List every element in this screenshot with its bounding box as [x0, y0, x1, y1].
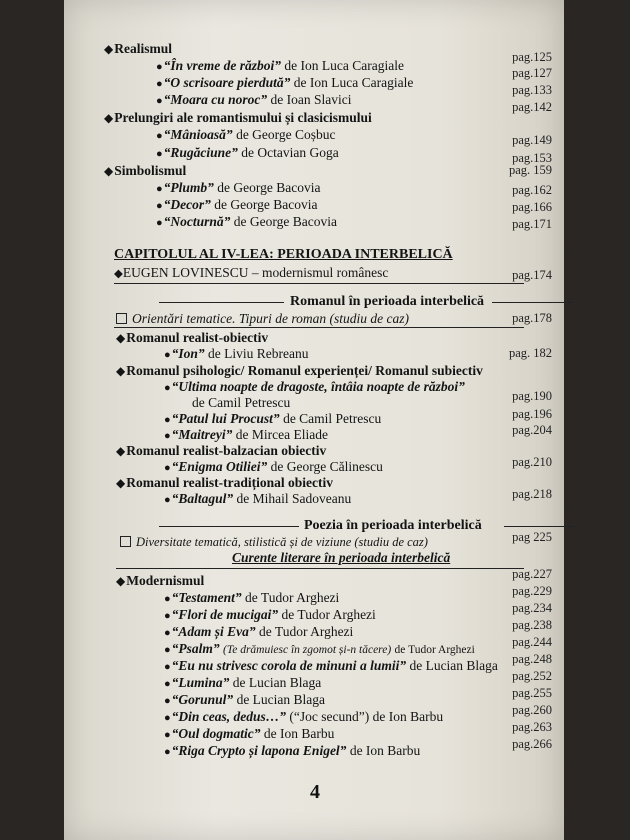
toc-entry: ●“Psalm” (Te drămuiesc în zgomot și-n tăcere) de Tudor Arghezi pag.244	[164, 635, 552, 656]
dot-bullet-icon: ●	[164, 695, 171, 707]
dot-bullet-icon: ●	[164, 430, 171, 442]
toc-entry: ●“Flori de mucigai” de Tudor Arghezi pag.234	[164, 601, 552, 622]
toc-entry: ●“Enigma Otiliei” de George Călinescu pag.210	[164, 455, 552, 474]
diamond-bullet-icon: ◆	[104, 111, 114, 125]
dot-bullet-icon: ●	[164, 661, 171, 673]
toc-entry: ●“Decor” de George Bacovia pag.166	[156, 197, 552, 214]
diamond-bullet-icon: ◆	[116, 444, 126, 458]
diamond-bullet-icon: ◆	[104, 164, 114, 178]
dot-bullet-icon: ●	[156, 200, 163, 212]
dot-bullet-icon: ●	[164, 494, 171, 506]
dot-bullet-icon: ●	[156, 148, 163, 160]
divider	[116, 568, 524, 569]
toc-entry: ●“Baltagul” de Mihail Sadoveanu pag.218	[164, 487, 552, 506]
toc-entry: ●“Ion” de Liviu Rebreanu pag. 182	[164, 346, 552, 361]
toc-entry: ●“Rugăciune” de Octavian Goga pag.153	[156, 145, 552, 165]
dot-bullet-icon: ●	[164, 729, 171, 741]
dot-bullet-icon: ●	[164, 349, 171, 361]
rule-left	[159, 302, 284, 303]
dot-bullet-icon: ●	[156, 61, 163, 73]
dot-bullet-icon: ●	[164, 746, 171, 758]
heading-realism: ◆Realismul pag.125	[104, 41, 552, 64]
dot-bullet-icon: ●	[164, 712, 171, 724]
toc-entry: ●“Lumina” de Lucian Blaga pag.252	[164, 669, 552, 690]
toc-entry-lovinescu: ◆EUGEN LOVINESCU – modernismul românesc pag.174	[114, 265, 552, 282]
dot-bullet-icon: ●	[164, 678, 171, 690]
section-roman: Romanul în perioada interbelică	[64, 293, 564, 310]
heading-traditional: ◆Romanul realist-tradițional obiectiv	[116, 475, 333, 490]
toc-entry: ●“Moara cu noroc” de Ioan Slavici pag.142	[156, 92, 552, 114]
dot-bullet-icon: ●	[164, 593, 171, 605]
heading-simbolism: ◆Simbolismul pag. 159	[104, 163, 552, 178]
dot-bullet-icon: ●	[156, 217, 163, 229]
diamond-bullet-icon: ◆	[116, 574, 126, 588]
toc-entry: ●“Testament” de Tudor Arghezi pag.229	[164, 584, 552, 605]
page-number: 4	[310, 781, 320, 803]
chapter-title: CAPITOLUL AL IV-LEA: PERIOADA INTERBELICĂ	[114, 247, 453, 262]
toc-entry: ●“Mânioasă” de George Coșbuc pag.149	[156, 127, 552, 147]
dot-bullet-icon: ●	[164, 610, 171, 622]
heading-balzacian: ◆Romanul realist-balzacian obiectiv	[116, 443, 327, 458]
toc-entry: ●“Ultima noapte de dragoste, întâia noapte de război”	[164, 379, 465, 394]
heading-prelungiri: ◆Prelungiri ale romantismului și clasicismului	[104, 110, 372, 125]
rule-right	[504, 526, 574, 527]
heading-realist-obiectiv: ◆Romanul realist-obiectiv	[116, 330, 269, 345]
diamond-bullet-icon: ◆	[116, 331, 126, 345]
toc-entry: ●“În vreme de război” de Ion Luca Caragiale pag.127	[156, 58, 552, 80]
heading-modernism: ◆Modernismul pag.227	[116, 567, 552, 588]
dot-bullet-icon: ●	[156, 183, 163, 195]
toc-entry: ●“Din ceas, dedus…” (“Joc secund”) de Ion Barbu pag.260	[164, 703, 552, 724]
dot-bullet-icon: ●	[164, 382, 171, 394]
toc-entry: ●“Nocturnă” de George Bacovia pag.171	[156, 214, 552, 231]
divider	[114, 327, 524, 328]
checkbox-square-icon	[116, 313, 127, 324]
dot-bullet-icon: ●	[156, 78, 163, 90]
toc-entry: ●“Adam și Eva” de Tudor Arghezi pag.238	[164, 618, 552, 639]
currents-subtitle: Curente literare în perioada interbelică	[232, 550, 451, 565]
heading-psihologic: ◆Romanul psihologic/ Romanul experienței/ Romanul subiectiv	[116, 363, 483, 378]
toc-entry: ●“Gorunul” de Lucian Blaga pag.255	[164, 686, 552, 707]
toc-entry-author: de Camil Petrescu pag.190	[192, 389, 552, 410]
toc-entry: ●“Oul dogmatic” de Ion Barbu pag.263	[164, 720, 552, 741]
diamond-bullet-icon: ◆	[116, 364, 126, 378]
dot-bullet-icon: ●	[164, 644, 171, 656]
dot-bullet-icon: ●	[164, 414, 171, 426]
diamond-bullet-icon: ◆	[116, 476, 126, 490]
dot-bullet-icon: ●	[164, 462, 171, 474]
divider	[114, 283, 524, 284]
toc-entry: ●“Patul lui Procust” de Camil Petrescu pag.196	[164, 407, 552, 426]
section-poezia: Poezia în perioada interbelică	[64, 517, 564, 534]
rule-right	[492, 302, 572, 303]
checkbox-square-icon	[120, 536, 131, 547]
toc-entry: ●“Riga Crypto și lapona Enigel” de Ion Barbu pag.266	[164, 737, 552, 758]
rule-left	[159, 526, 299, 527]
dot-bullet-icon: ●	[156, 130, 163, 142]
toc-entry: ●“Maitreyi” de Mircea Eliade pag.204	[164, 423, 552, 442]
toc-entry: ●“Plumb” de George Bacovia pag.162	[156, 180, 552, 197]
dot-bullet-icon: ●	[164, 627, 171, 639]
toc-entry: ●“Eu nu strivesc corola de minuni a lumii” de Lucian Blaga pag.248	[164, 652, 552, 673]
diamond-bullet-icon: ◆	[104, 42, 114, 56]
book-page	[64, 0, 564, 840]
dot-bullet-icon: ●	[156, 95, 163, 107]
study-entry: Orientări tematice. Tipuri de roman (studiu de caz) pag.178	[64, 310, 564, 327]
study-entry: Diversitate tematică, stilistică și de viziune (studiu de caz) pag 225	[64, 534, 564, 551]
toc-entry: ●“O scrisoare pierdută” de Ion Luca Caragiale pag.133	[156, 75, 552, 97]
small-diamond-icon: ◆	[114, 268, 123, 280]
